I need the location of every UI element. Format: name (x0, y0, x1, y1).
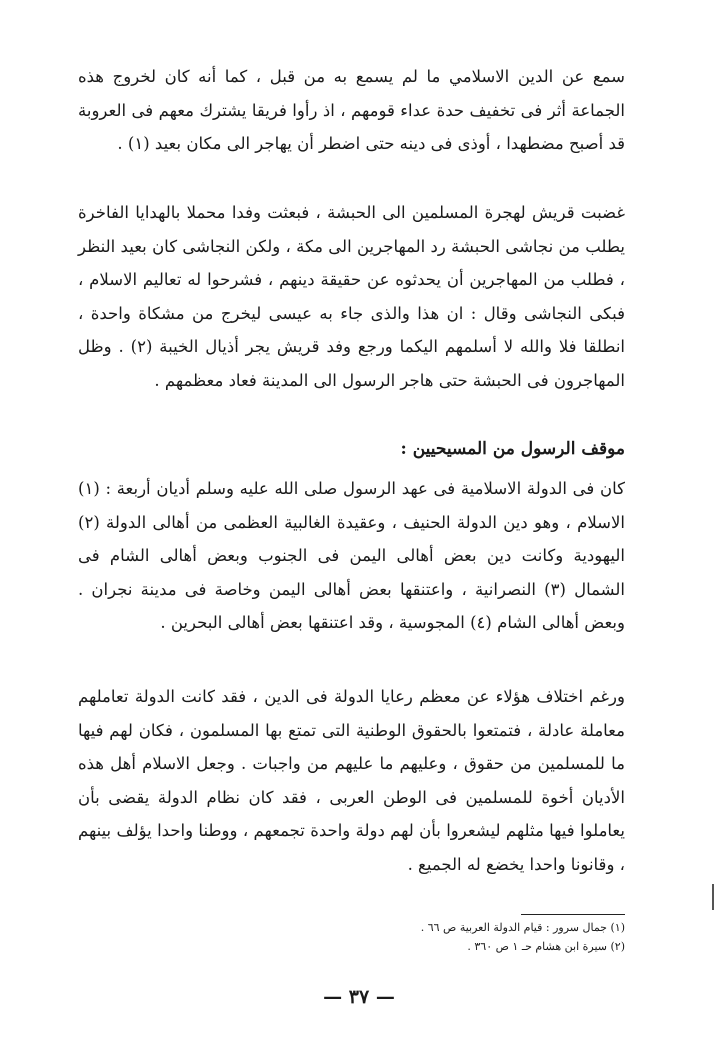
footnote-2: (٢) سيرة ابن هشام حـ ١ ص ٣٦٠ . (467, 940, 625, 953)
body-paragraph-1: سمع عن الدين الاسلامي ما لم يسمع به من قبل ، كما أنه كان لخروج هذه الجماعة أثر فى تخفيف حدة عداء قومهم ، اذ رأوا فريقا يشترك معهم فى العروبة قد أصبح مضطهدا ، أوذى فى دينه حتى اضطر أن يهاجر الى مكان بعيد (١) . (78, 67, 625, 154)
section-heading: موقف الرسول من المسيحيين : (400, 439, 625, 459)
footnote-1: (١) جمال سرور : قيام الدولة العربية ص ٦٦ . (420, 921, 625, 934)
body-paragraph-3: كان فى الدولة الاسلامية فى عهد الرسول صلى الله عليه وسلم أديان أربعة : (١) الاسلام ، وهو دين الدولة الحنيف ، وعقيدة الغالبية العظمى من أهالى الدولة (٢) اليهودية وكانت دين بعض أهالى اليمن فى الجنوب وبعض أهالى الشام فى الشمال (٣) النصرانية ، واعتنقها بعض أهالى اليمن وخاصة فى مدينة نجران . وبعض أهالى الشام (٤) المجوسية ، وقد اعتنقها بعض أهالى البحرين . (78, 479, 625, 633)
body-paragraph-4: ورغم اختلاف هؤلاء عن معظم رعايا الدولة فى الدين ، فقد كانت الدولة تعاملهم معاملة عادلة ، فتمتعوا بالحقوق الوطنية التى تمتع بها المسلمون ، فكان لهم فيها ما للمسلمين من حقوق ، وعليهم ما عليهم من واجبات . وجعل الاسلام أهل هذه الأديان أخوة للمسلمين فى الوطن العربى ، فقد كان نظام الدولة يقضى بأن يعاملوا فيها مثلهم ليشعروا بأن لهم دولة واحدة تجمعهم ، ووطنا واحدا يؤلف بينهم ، وقانونا واحدا يخضع له الجميع . (78, 687, 625, 874)
body-paragraph-2: غضبت قريش لهجرة المسلمين الى الحبشة ، فبعثت وفدا محملا بالهدايا الفاخرة يطلب من نجاشى الحبشة رد المهاجرين الى مكة ، ولكن النجاشى كان بعيد النظر ، فطلب من المهاجرين أن يحدثوه عن حقيقة دينهم ، فشرحوا له تعاليم الاسلام ، فبكى النجاشى وقال : ان هذا والذى جاء به عيسى ليخرج من مشكاة واحدة ، انطلقا فلا والله لا أسلمهم اليكما ورجع وفد قريش يجر أذيال الخيبة (٢) . وظل المهاجرون فى الحبشة حتى هاجر الرسول الى المدينة فعاد معظمهم . (78, 203, 625, 390)
page-number: — ٣٧ — (323, 986, 395, 1008)
footnote-divider (521, 914, 625, 915)
footnotes (205, 918, 625, 956)
margin-mark (712, 884, 714, 910)
